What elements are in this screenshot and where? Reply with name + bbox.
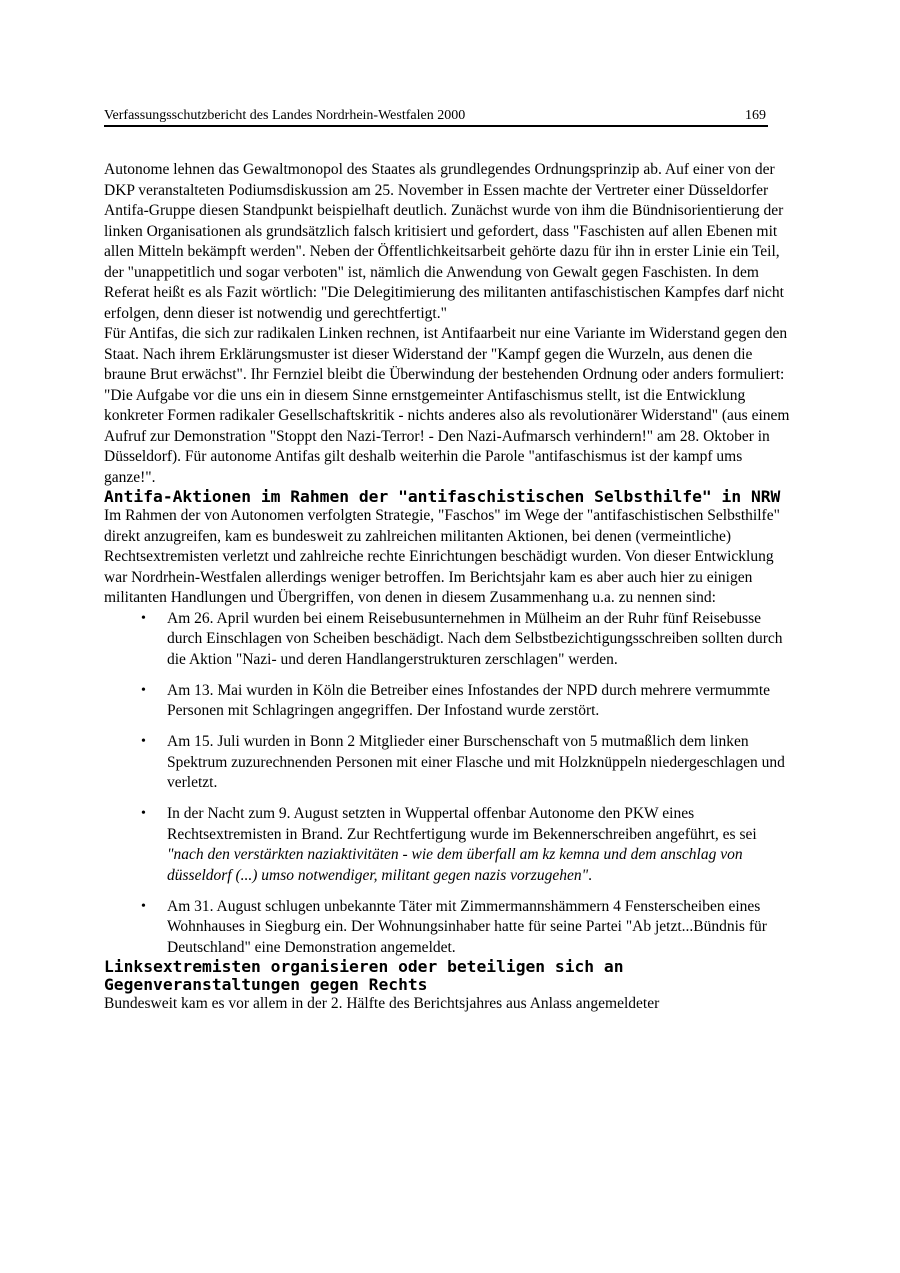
list-item-quote: "nach den verstärkten naziaktivitäten - wie dem überfall am kz kemna und dem anschlag von düsseldorf (...) umso notwendiger, militant gegen nazis vorzugehen" (167, 846, 743, 884)
bullet-icon: • (141, 610, 146, 626)
list-item-text: Am 13. Mai wurden in Köln die Betreiber eines Infostandes der NPD durch mehrere vermummte Personen mit Schlagringen angegriffen. Der Infostand wurde zerstört. (167, 681, 771, 719)
bullet-icon: • (141, 682, 146, 698)
header-title: Verfassungsschutzbericht des Landes Nordrhein-Westfalen 2000 (104, 108, 466, 123)
list-item (104, 609, 794, 671)
section-heading-gegenveranstaltungen: Linksextremisten organisieren oder beteiligen sich an Gegenveranstaltungen gegen Rechts (104, 957, 624, 994)
page-body (104, 160, 794, 1015)
page-number: 169 (745, 108, 766, 123)
incident-list (104, 609, 794, 959)
paragraph-selbsthilfe: Im Rahmen der von Autonomen verfolgten Strategie, "Faschos" im Wege der "antifaschistischen Selbsthilfe" direkt anzugreifen, kam es bundesweit zu zahlreichen militanten Aktionen, bei denen (vermeintliche) Rechtsextremisten verletzt und zahlreiche rechte Einrichtungen beschädigt wurden. Von dieser Entwicklung war Nordrhein-Westfalen allerdings weniger betroffen. Im Berichtsjahr kam es aber auch hier zu einigen militanten Handlungen und Übergriffen, von denen in diesem Zusammenhang u.a. zu nennen sind: (104, 507, 780, 606)
list-item-tail: . (588, 866, 592, 884)
bullet-icon: • (141, 898, 146, 914)
page-header (104, 108, 768, 127)
section-heading-antifa-aktionen: Antifa-Aktionen im Rahmen der "antifaschistischen Selbsthilfe" in NRW (104, 487, 781, 506)
list-item-text: In der Nacht zum 9. August setzten in Wuppertal offenbar Autonome den PKW eines Rechtsextremisten in Brand. Zur Rechtfertigung wurde im Bekennerschreiben angeführt, es sei (167, 805, 757, 843)
paragraph-antifas-widerstand: Für Antifas, die sich zur radikalen Linken rechnen, ist Antifaarbeit nur eine Variante im Widerstand gegen den Staat. Nach ihrem Erklärungsmuster ist dieser Widerstand der "Kampf gegen die Wurzeln, aus denen die braune Brut erwächst". Ihr Fernziel bleibt die Überwindung der bestehenden Ordnung oder anders formuliert: "Die Aufgabe vor die uns ein in diesem Sinne ernstgemeinter Antifaschismus stellt, ist die Entwicklung konkreter Formen radikaler Gesellschaftskritik - nichts anderes also als revolutionärer Widerstand" (aus einem Aufruf zur Demonstration "Stoppt den Nazi-Terror! - Den Nazi-Aufmarsch verhindern!" am 28. Oktober in Düsseldorf). Für autonome Antifas gilt deshalb weiterhin die Parole "antifaschismus ist der kampf ums ganze!". (104, 325, 790, 486)
paragraph-bundesweit: Bundesweit kam es vor allem in der 2. Hälfte des Berichtsjahres aus Anlass angemeldeter (104, 995, 660, 1012)
list-item (104, 681, 794, 722)
list-item-text: Am 15. Juli wurden in Bonn 2 Mitglieder einer Burschenschaft von 5 mutmaßlich dem linken Spektrum zuzurechnenden Personen mit einer Flasche und mit Holzknüppeln niedergeschlagen und verletzt. (167, 733, 785, 791)
list-item-text: Am 26. April wurden bei einem Reisebusunternehmen in Mülheim an der Ruhr fünf Reisebusse durch Einschlagen von Scheiben beschädigt. Nach dem Selbstbezichtigungsschreiben sollten durch die Aktion "Nazi- und deren Handlangerstrukturen zerschlagen" werden. (167, 609, 783, 668)
list-item-text: Am 31. August schlugen unbekannte Täter mit Zimmermannshämmern 4 Fensterscheiben eines Wohnhauses in Siegburg ein. Der Wohnungsinhaber hatte für seine Partei "Ab jetzt...Bündnis für Deutschland" eine Demonstration angemeldet. (167, 897, 767, 956)
bullet-icon: • (141, 734, 146, 749)
paragraph-gewaltmonopol: Autonome lehnen das Gewaltmonopol des Staates als grundlegendes Ordnungsprinzip ab. Auf einer von der DKP veranstalteten Podiumsdiskussion am 25. November in Essen machte der Vertreter einer Düsseldorfer Antifa-Gruppe diesen Standpunkt beispielhaft deutlich. Zunächst wurde von ihm die Bündnisorientierung der linken Organisationen als grundsätzlich falsch kritisiert und gefordert, dass "Faschisten auf allen Ebenen mit allen Mitteln bekämpft werden". Neben der Öffentlichkeitsarbeit gehörte dazu für ihn in erster Linie ein Teil, der "unappetitlich und sogar verboten" ist, nämlich die Anwendung von Gewalt gegen Faschisten. In dem Referat heißt es als Fazit wörtlich: "Die Delegitimierung des militanten antifaschistischen Kampfes darf nicht erfolgen, denn dieser ist notwendig und gerechtfertigt." (104, 161, 784, 322)
list-item (104, 804, 794, 886)
bullet-icon: • (141, 806, 146, 821)
list-item (104, 897, 794, 959)
list-item (104, 732, 794, 794)
